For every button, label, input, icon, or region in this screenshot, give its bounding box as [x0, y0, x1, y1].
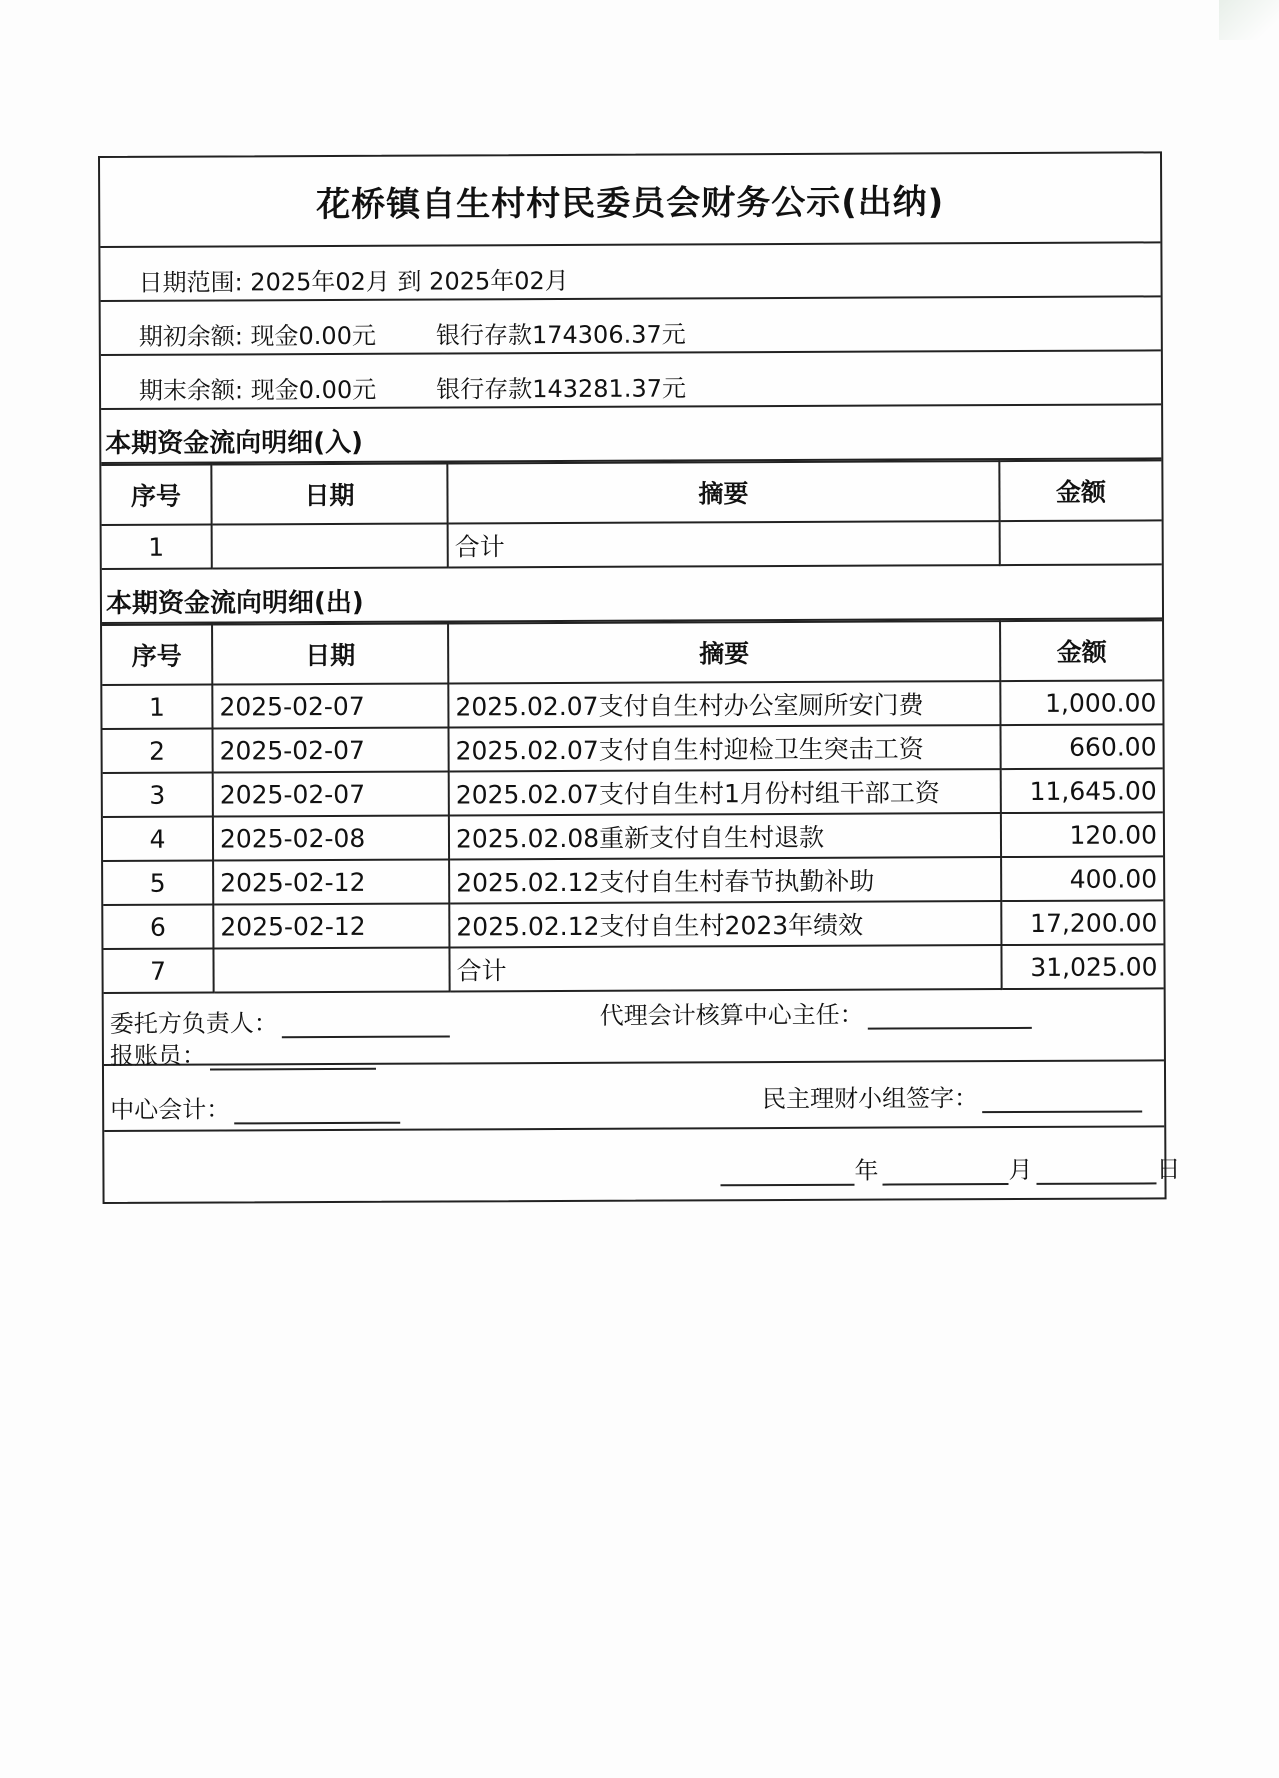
- closing-cash: 期末余额: 现金0.00元: [138, 375, 377, 405]
- month-label: 月: [1008, 1155, 1033, 1185]
- table-row: [103, 724, 1163, 773]
- day-label: 日: [1156, 1155, 1181, 1184]
- opening-cash: 期初余额: 现金0.00元: [138, 321, 377, 351]
- row-summary: 2025.02.07支付自生村迎检卫生突击工资: [448, 725, 1000, 771]
- expense-header-amount: 金额: [1000, 620, 1162, 681]
- bookkeeper-label: 报账员：: [109, 1041, 206, 1070]
- form-title: 花桥镇自生村村民委员会财务公示(出纳): [100, 153, 1160, 248]
- expense-header-summary: 摘要: [448, 621, 1000, 683]
- row-amount: 1,000.00: [1000, 680, 1162, 725]
- center-director-label: 代理会计核算中心主任：: [599, 1000, 864, 1030]
- opening-balance-row: [101, 297, 1161, 356]
- row-amount: 660.00: [1000, 724, 1162, 769]
- row-amount: 11,645.00: [1001, 768, 1163, 813]
- page-corner-shade: [1219, 0, 1279, 40]
- center-director-signature: [600, 994, 1032, 1031]
- row-date: 2025-02-07: [212, 727, 448, 772]
- finance-disclosure-form: [98, 151, 1181, 1204]
- signature-date-row: [104, 1127, 1181, 1202]
- row-no: 4: [103, 817, 213, 861]
- row-date: [213, 947, 449, 992]
- income-header-no: 序号: [101, 465, 211, 525]
- row-amount: [1000, 520, 1162, 565]
- row-summary: 合计: [448, 521, 1000, 567]
- row-no: 7: [103, 949, 213, 993]
- row-date: 2025-02-12: [213, 903, 449, 948]
- row-date: [212, 523, 448, 568]
- expense-header-no: 序号: [102, 625, 212, 685]
- row-date: 2025-02-12: [213, 859, 449, 904]
- row-no: 3: [103, 773, 213, 817]
- row-no: 2: [103, 729, 213, 773]
- row-summary: 合计: [449, 945, 1001, 991]
- income-header-date: 日期: [211, 463, 447, 524]
- table-row: [103, 812, 1163, 861]
- row-summary: 2025.02.12支付自生村春节执勤补助: [449, 857, 1001, 903]
- row-amount: 31,025.00: [1001, 944, 1163, 989]
- day-line: [1036, 1182, 1156, 1185]
- table-row: [102, 680, 1162, 729]
- income-section-title: 本期资金流向明细(入): [101, 405, 1161, 464]
- expense-table: [102, 619, 1164, 994]
- row-amount: 17,200.00: [1001, 900, 1163, 945]
- signature-row-principal: [104, 989, 1164, 1070]
- row-summary: 2025.02.12支付自生村2023年绩效: [449, 901, 1001, 947]
- center-accountant-signature: [110, 1089, 400, 1125]
- row-amount: 400.00: [1001, 856, 1163, 901]
- principal-signature: [110, 1002, 450, 1038]
- row-no: 1: [102, 525, 212, 569]
- income-table: [101, 459, 1161, 570]
- row-summary: 2025.02.07支付自生村1月份村组干部工资: [449, 769, 1001, 815]
- finance-group-signature-line: [982, 1110, 1142, 1113]
- row-amount: 120.00: [1001, 812, 1163, 857]
- year-line: [720, 1184, 854, 1187]
- center-accountant-label: 中心会计：: [110, 1095, 231, 1124]
- signature-date: [716, 1149, 1180, 1186]
- table-row: [102, 520, 1162, 569]
- year-label: 年: [854, 1156, 879, 1185]
- row-no: 1: [102, 685, 212, 729]
- date-range: 日期范围: 2025年02月 到 2025年02月: [138, 266, 569, 297]
- finance-group-label: 民主理财小组签字：: [762, 1084, 979, 1114]
- income-header-row: [101, 460, 1161, 525]
- row-date: 2025-02-07: [213, 771, 449, 816]
- row-no: 6: [103, 905, 213, 949]
- row-date: 2025-02-08: [213, 815, 449, 860]
- expense-header-date: 日期: [212, 623, 448, 684]
- table-row: [103, 768, 1163, 817]
- expense-section-title: 本期资金流向明细(出): [102, 565, 1162, 624]
- table-row: [103, 856, 1163, 905]
- signature-row-accountant: [104, 1061, 1164, 1132]
- center-director-signature-line: [868, 1027, 1032, 1030]
- month-line: [882, 1183, 1008, 1186]
- center-accountant-signature-line: [234, 1122, 400, 1125]
- finance-group-signature: [762, 1077, 1142, 1114]
- row-no: 5: [103, 861, 213, 905]
- opening-bank: 银行存款174306.37元: [435, 320, 686, 350]
- closing-bank: 银行存款143281.37元: [436, 374, 687, 404]
- expense-header-row: [102, 620, 1162, 685]
- income-header-amount: 金额: [999, 460, 1161, 521]
- date-range-row: [100, 243, 1160, 302]
- table-row: [103, 900, 1163, 949]
- row-summary: 2025.02.08重新支付自生村退款: [449, 813, 1001, 859]
- table-row: [103, 944, 1163, 993]
- row-summary: 2025.02.07支付自生村办公室厕所安门费: [448, 681, 1000, 727]
- principal-label: 委托方负责人：: [109, 1009, 278, 1038]
- closing-balance-row: [101, 351, 1161, 410]
- row-date: 2025-02-07: [212, 683, 448, 728]
- income-header-summary: 摘要: [447, 461, 999, 523]
